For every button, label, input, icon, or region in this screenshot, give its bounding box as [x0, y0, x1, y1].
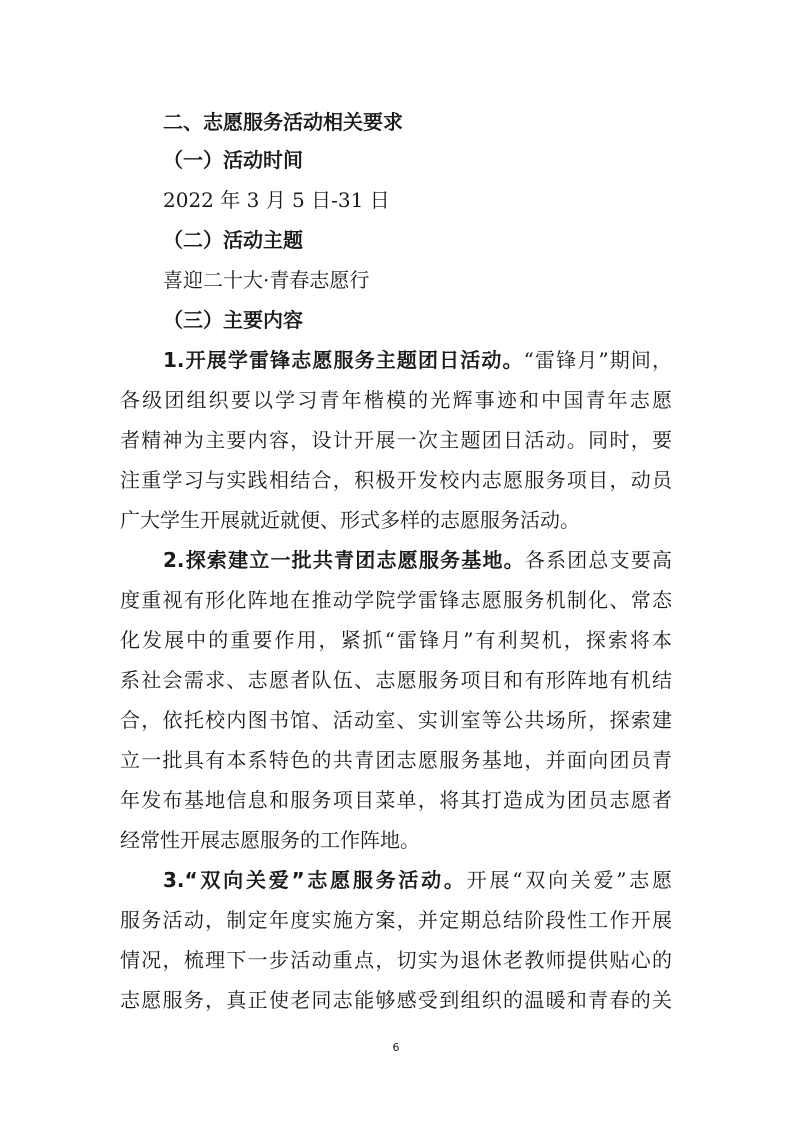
- section-heading: 二、志愿服务活动相关要求: [163, 110, 403, 134]
- paragraph-item2-line3: 化发展中的重要作用，紧抓“雷锋月”有利契机，探索将本: [120, 628, 672, 652]
- page-number: 6: [392, 1041, 400, 1054]
- item3-lead: 3.“双向关爱”志愿服务活动。: [163, 868, 467, 892]
- activity-time-text: 2022 年 3 月 5 日-31 日: [163, 188, 390, 212]
- paragraph-item1-line5: 广大学生开展就近就便、形式多样的志愿服务活动。: [120, 508, 580, 532]
- paragraph-item2-line6: 立一批具有本系特色的共青团志愿服务基地，并面向团员青: [120, 748, 672, 772]
- paragraph-item2-line7: 年发布基地信息和服务项目菜单，将其打造成为团员志愿者: [120, 788, 672, 812]
- paragraph-item3-line4: 志愿服务，真正使老同志能够感受到组织的温暖和青春的关: [120, 988, 672, 1012]
- subsection-title-theme: （二）活动主题: [163, 228, 303, 252]
- paragraph-item1-line3: 者精神为主要内容，设计开展一次主题团日活动。同时，要: [120, 428, 672, 452]
- item2-lead: 2.探索建立一批共青团志愿服务基地。: [163, 548, 525, 572]
- paragraph-item2-line5: 合，依托校内图书馆、活动室、实训室等公共场所，探索建: [120, 708, 672, 732]
- paragraph-item1-line4: 注重学习与实践相结合，积极开发校内志愿服务项目，动员: [120, 468, 672, 492]
- paragraph-item2-line1: 2.探索建立一批共青团志愿服务基地。各系团总支要高: [163, 548, 672, 572]
- subsection-title-time: （一）活动时间: [163, 148, 303, 172]
- subsection-title-content: （三）主要内容: [163, 308, 303, 332]
- paragraph-item2-line8: 经常性开展志愿服务的工作阵地。: [120, 828, 420, 852]
- paragraph-item3-line3: 情况，梳理下一步活动重点，切实为退休老教师提供贴心的: [120, 948, 672, 972]
- item1-lead: 1.开展学雷锋志愿服务主题团日活动。: [163, 348, 524, 372]
- paragraph-item2-line2: 度重视有形化阵地在推动学院学雷锋志愿服务机制化、常态: [120, 588, 672, 612]
- paragraph-item3-line1: 3.“双向关爱”志愿服务活动。开展“双向关爱”志愿: [163, 868, 672, 892]
- activity-theme-text: 喜迎二十大·青春志愿行: [163, 268, 370, 292]
- paragraph-item2-line4: 系社会需求、志愿者队伍、志愿服务项目和有形阵地有机结: [120, 668, 672, 692]
- paragraph-item3-line2: 服务活动，制定年度实施方案，并定期总结阶段性工作开展: [120, 908, 672, 932]
- paragraph-item1-line2: 各级团组织要以学习青年楷模的光辉事迹和中国青年志愿: [120, 388, 672, 412]
- paragraph-item1-line1: 1.开展学雷锋志愿服务主题团日活动。“雷锋月”期间，: [163, 348, 673, 372]
